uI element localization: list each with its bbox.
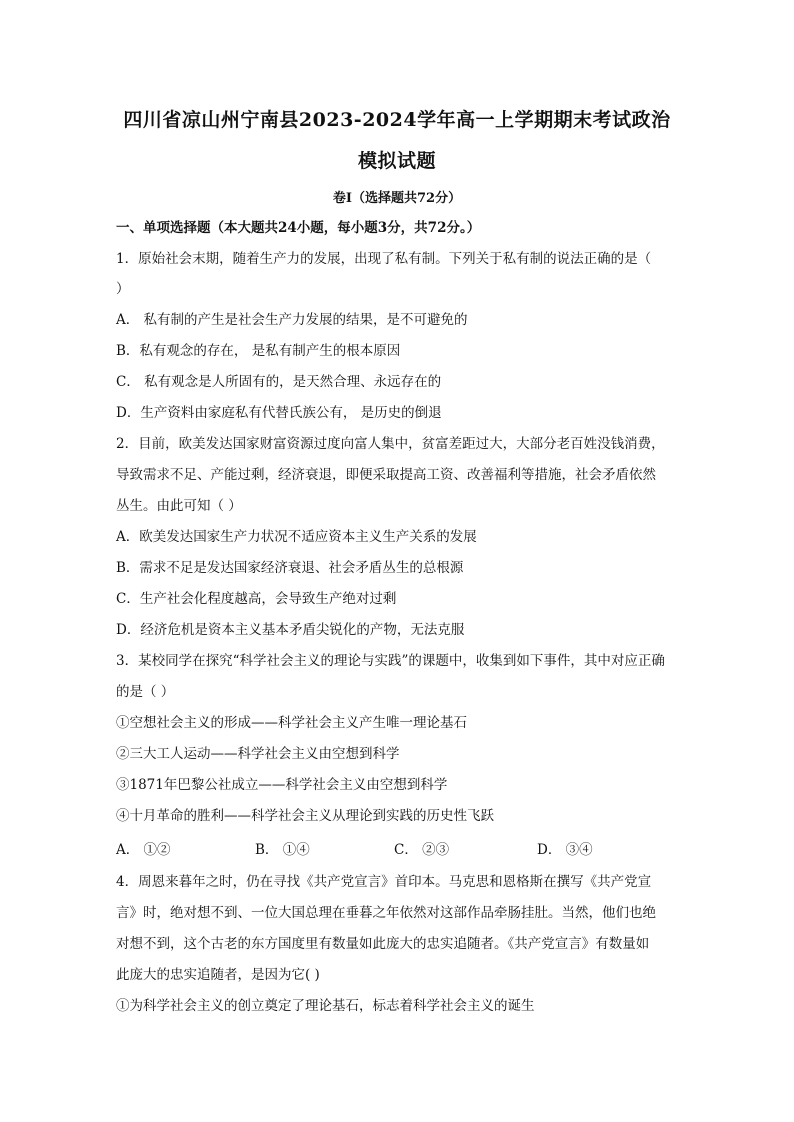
- q3-stem-line-1: 3．某校同学在探究“科学社会主义的理论与实践”的课题中，收集到如下事件，其中对应正确: [116, 653, 665, 669]
- q3-statement-1: ①空想社会主义的形成——科学社会主义产生唯一理论基石: [116, 715, 467, 731]
- document-title-line-1: 四川省凉山州宁南县2023-2024学年高一上学期期末考试政治: [123, 109, 671, 131]
- q4-stem-line-4: 此庞大的忠实追随者，是因为它( ): [116, 967, 320, 983]
- q2-option-d: D．经济危机是资本主义基本矛盾尖锐化的产物，无法克服: [116, 622, 465, 638]
- q2-option-b: B．需求不足是发达国家经济衰退、社会矛盾丛生的总根源: [116, 560, 464, 576]
- section-heading: 一、单项选择题（本大题共24小题，每小题3分，共72分。）: [116, 220, 481, 236]
- q4-stem-line-2: 言》时，绝对想不到、一位大国总理在垂暮之年依然对这部作品牵肠挂肚。当然，他们也绝: [116, 905, 656, 921]
- q3-option-d: D． ③④: [537, 842, 593, 858]
- q3-statement-4: ④十月革命的胜利——科学社会主义从理论到实践的历史性飞跃: [116, 808, 494, 824]
- q2-option-a: A．欧美发达国家生产力状况不适应资本主义生产关系的发展: [116, 529, 477, 545]
- q2-stem-line-2: 导致需求不足、产能过剩，经济衰退，即便采取提高工资、改善福利等措施，社会矛盾依然: [116, 467, 656, 483]
- q1-option-c: C． 私有观念是人所固有的，是天然合理、永远存在的: [116, 374, 442, 390]
- q3-statement-2: ②三大工人运动——科学社会主义由空想到科学: [116, 746, 400, 762]
- q3-stem-line-2: 的是（ ）: [116, 684, 175, 700]
- q4-statement-1: ①为科学社会主义的创立奠定了理论基石，标志着科学社会主义的诞生: [116, 998, 535, 1014]
- q3-option-b: B． ①④: [255, 842, 310, 858]
- document-title-line-2: 模拟试题: [357, 150, 436, 172]
- q3-statement-3: ③1871年巴黎公社成立——科学社会主义由空想到科学: [116, 777, 448, 793]
- volume-heading: 卷Ⅰ（选择题共72分）: [332, 191, 462, 206]
- q1-option-b: B．私有观念的存在， 是私有制产生的根本原因: [116, 343, 401, 359]
- q2-stem-line-1: 2．目前，欧美发达国家财富资源过度向富人集中，贫富差距过大，大部分老百姓没钱消费，: [116, 436, 665, 452]
- q4-stem-line-3: 对想不到，这个古老的东方国度里有数量如此庞大的忠实追随者。《共产党宣言》有数量如: [116, 936, 650, 952]
- q1-option-d: D．生产资料由家庭私有代替氏族公有， 是历史的倒退: [116, 405, 442, 421]
- q3-option-a: A． ①②: [116, 842, 171, 858]
- q2-stem-line-3: 丛生。由此可知（ ）: [116, 498, 242, 514]
- q2-option-c: C．生产社会化程度越高，会导致生产绝对过剩: [116, 591, 397, 607]
- q1-stem-line-1: 1．原始社会末期，随着生产力的发展，出现了私有制。下列关于私有制的说法正确的是（: [116, 251, 652, 267]
- q1-option-a: A． 私有制的产生是社会生产力发展的结果，是不可避免的: [116, 312, 468, 328]
- q1-stem-line-2: ）: [116, 281, 130, 297]
- q3-option-c: C． ②③: [394, 842, 450, 858]
- q4-stem-line-1: 4．周恩来暮年之时，仍在寻找《共产党宣言》首印本。马克思和恩格斯在撰写《共产党宣: [116, 874, 652, 890]
